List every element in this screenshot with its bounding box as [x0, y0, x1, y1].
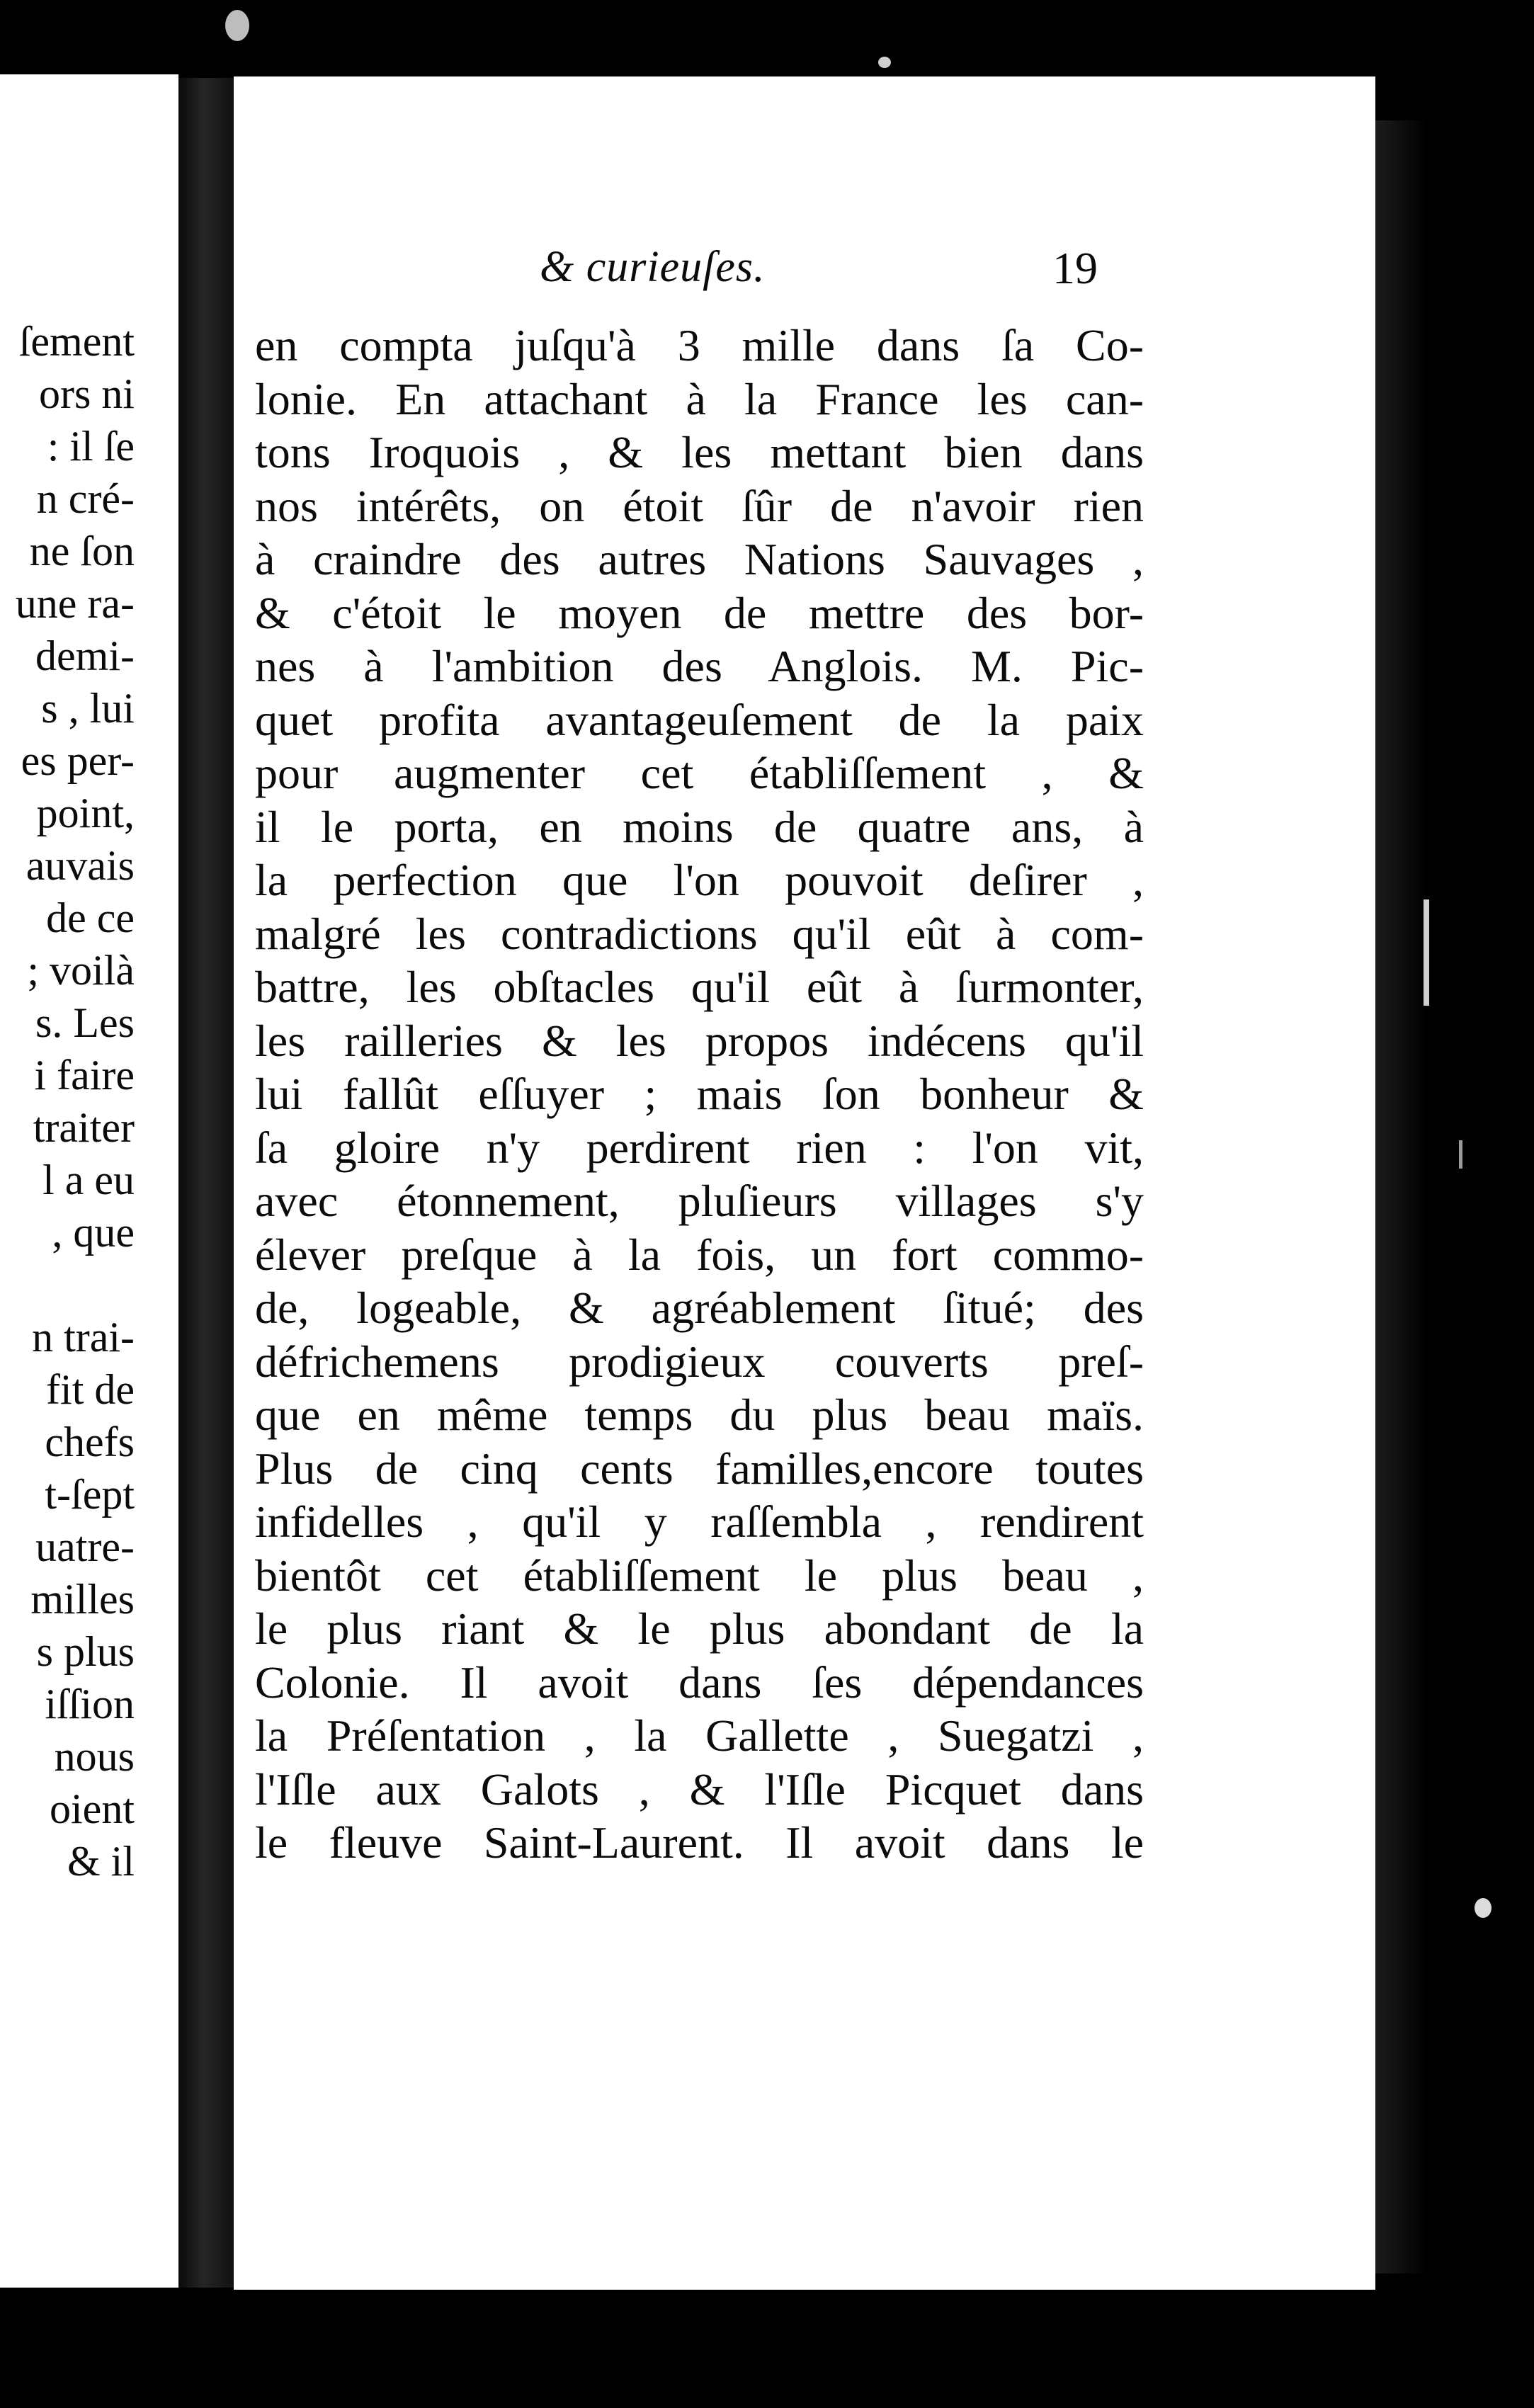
- left-page-line: demi-: [35, 632, 135, 679]
- text-line: le plus riant & le plus abondant de la: [255, 1603, 1144, 1654]
- text-line: ſa gloire n'y perdirent rien : l'on vit,: [255, 1122, 1144, 1173]
- text-line: en compta juſqu'à 3 mille dans ſa Co-: [255, 320, 1144, 370]
- left-page-line: & il: [67, 1838, 135, 1885]
- text-line: & c'étoit le moyen de mettre des bor-: [255, 587, 1144, 638]
- book-gutter: [178, 78, 234, 2288]
- text-line: bientôt cet établiſſement le plus beau ,: [255, 1550, 1144, 1601]
- text-line: défrichemens prodigieux couverts preſ-: [255, 1336, 1144, 1387]
- left-page-line: s , lui: [41, 685, 135, 732]
- page-number: 19: [1052, 243, 1098, 293]
- left-page-line: es per-: [21, 737, 135, 784]
- left-page-line: traiter: [33, 1104, 135, 1151]
- text-line: il le porta, en moins de quatre ans, à: [255, 801, 1144, 852]
- left-page-line: chefs: [45, 1419, 135, 1465]
- text-line: Plus de cinq cents familles,encore toutes: [255, 1443, 1144, 1494]
- dust-speck: [878, 57, 891, 68]
- dust-speck: [225, 10, 249, 41]
- left-page-line: auvais: [25, 842, 135, 889]
- text-line: la perfection que l'on pouvoit deſirer ,: [255, 855, 1144, 905]
- text-line: les railleries & les propos indécens qu'il: [255, 1015, 1144, 1066]
- left-page-line: l a eu: [42, 1157, 135, 1203]
- text-line: élever preſque à la fois, un fort commo-: [255, 1229, 1144, 1280]
- page-header: [312, 242, 1098, 309]
- text-line: l'Iſle aux Galots , & l'Iſle Picquet dans: [255, 1764, 1144, 1814]
- running-head: & curieuſes.: [540, 243, 766, 291]
- body-text: [255, 319, 1144, 1870]
- text-line: lonie. En attachant à la France les can-: [255, 373, 1144, 424]
- left-page-line: i faire: [34, 1052, 135, 1098]
- left-page-line: t-ſept: [45, 1471, 135, 1518]
- left-page-line: oient: [50, 1785, 135, 1832]
- left-page-line: une ra-: [15, 580, 135, 627]
- text-line: pour augmenter cet établiſſement , &: [255, 748, 1144, 798]
- text-line: de, logeable, & agréablement ſitué; des: [255, 1283, 1144, 1333]
- text-line: Colonie. Il avoit dans ſes dépendances: [255, 1657, 1144, 1708]
- text-line: tons Iroquois , & les mettant bien dans: [255, 427, 1144, 477]
- left-page: [0, 74, 178, 2288]
- text-line: infidelles , qu'il y raſſembla , rendirent: [255, 1497, 1144, 1547]
- left-page-line: ne ſon: [29, 528, 135, 574]
- left-page-line: ors ni: [39, 370, 135, 417]
- text-line: nes à l'ambition des Anglois. M. Pic-: [255, 641, 1144, 691]
- text-line: battre, les obſtacles qu'il eût à ſurmonter,: [255, 962, 1144, 1012]
- left-page-line: s plus: [36, 1628, 135, 1675]
- text-line: lui fallût eſſuyer ; mais ſon bonheur &: [255, 1069, 1144, 1119]
- text-line: le fleuve Saint-Laurent. Il avoit dans le: [255, 1817, 1144, 1868]
- left-page-line: n cré-: [36, 475, 135, 522]
- left-page-line: , que: [52, 1209, 135, 1256]
- text-line: malgré les contradictions qu'il eût à com-: [255, 908, 1144, 959]
- text-line: que en même temps du plus beau maïs.: [255, 1390, 1144, 1440]
- left-page-line: uatre-: [35, 1523, 135, 1570]
- text-line: quet profita avantageuſement de la paix: [255, 694, 1144, 745]
- page-edge-mark: [1424, 899, 1429, 1006]
- left-page-line: n trai-: [32, 1314, 135, 1361]
- page-edge: [1375, 120, 1426, 2273]
- left-page-line: : il ſe: [47, 423, 135, 470]
- left-page-line: nous: [54, 1733, 135, 1780]
- text-line: la Préſentation , la Gallette , Suegatzi ,: [255, 1710, 1144, 1761]
- left-page-line: ; voilà: [27, 947, 135, 994]
- left-page-line: de ce: [46, 895, 135, 941]
- left-page-line: milles: [30, 1576, 135, 1623]
- text-line: nos intérêts, on étoit ſûr de n'avoir rien: [255, 480, 1144, 531]
- left-page-line: ſement: [18, 318, 135, 365]
- page-edge-mark: [1459, 1140, 1462, 1169]
- left-page-line: iſſion: [45, 1681, 135, 1727]
- left-page-line: point,: [36, 790, 135, 836]
- dust-speck: [1475, 1898, 1492, 1918]
- text-line: avec étonnement, pluſieurs villages s'y: [255, 1176, 1144, 1226]
- text-line: à craindre des autres Nations Sauvages ,: [255, 534, 1144, 584]
- left-page-line: fit de: [46, 1366, 135, 1413]
- left-page-line: s. Les: [35, 999, 135, 1046]
